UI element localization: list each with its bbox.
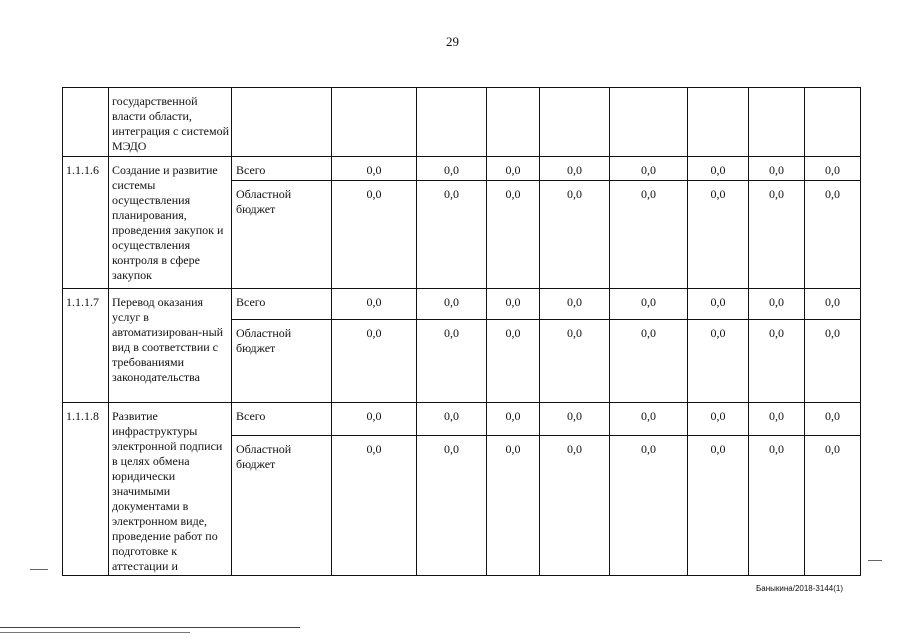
document-footer-code: Баныкина/2018-3144(1) [756,584,843,593]
table-row [63,289,861,320]
value-cell: 0,0 [749,320,805,403]
name-cell: Развитие инфраструктуры электронной подписи в целях обмена юридически значимыми документами в электронном виде, проведение работ по подготовке к аттестации и [109,403,232,576]
value-cell: 0,0 [417,403,487,436]
source-cell: Областной бюджет [232,320,332,403]
source-cell: Всего [232,403,332,436]
value-cell: 0,0 [610,157,688,181]
value-cell: 0,0 [487,403,540,436]
value-cell: 0,0 [540,320,610,403]
name-cell: Создание и развитие системы осуществления планирования, проведения закупок и осуществления контроля в сфере закупок [109,157,232,289]
code-cell: 1.1.1.6 [63,157,109,289]
value-cell: 0,0 [487,320,540,403]
value-cell: 0,0 [540,289,610,320]
code-cell [63,88,109,157]
value-cell: 0,0 [749,403,805,436]
value-cell: 0,0 [805,403,861,436]
scan-mark [868,560,882,561]
value-cell: 0,0 [610,181,688,289]
value-cell: 0,0 [540,157,610,181]
value-cell: 0,0 [417,181,487,289]
value-cell: 0,0 [688,157,749,181]
name-cell: Перевод оказания услуг в автоматизирован-ный вид в соответствии с требованиями законодательства [109,289,232,403]
code-cell: 1.1.1.8 [63,403,109,576]
value-cell: 0,0 [487,436,540,576]
value-cell: 0,0 [332,403,417,436]
value-cell: 0,0 [610,403,688,436]
table-row [63,403,861,436]
value-cell: 0,0 [487,157,540,181]
value-cell: 0,0 [417,157,487,181]
value-cell: 0,0 [487,289,540,320]
value-cell: 0,0 [749,436,805,576]
name-cell: государственной власти области, интеграция с системой МЭДО [109,88,232,157]
value-cell: 0,0 [688,320,749,403]
value-cell: 0,0 [417,289,487,320]
value-cell: 0,0 [487,181,540,289]
value-cell: 0,0 [332,157,417,181]
value-cell: 0,0 [540,181,610,289]
value-cell: 0,0 [688,289,749,320]
value-cell: 0,0 [610,320,688,403]
value-cell: 0,0 [417,320,487,403]
value-cell: 0,0 [417,436,487,576]
table-row [63,157,861,181]
value-cell: 0,0 [332,436,417,576]
page-number: 29 [446,34,459,49]
value-cell: 0,0 [749,157,805,181]
value-cell: 0,0 [540,403,610,436]
scan-mark [30,569,48,570]
budget-table [62,87,861,576]
value-cell: 0,0 [332,181,417,289]
value-cell: 0,0 [332,320,417,403]
bottom-rule [0,632,190,633]
value-cell: 0,0 [610,289,688,320]
source-cell: Всего [232,289,332,320]
bottom-rule [0,627,300,628]
value-cell: 0,0 [688,403,749,436]
source-cell [232,88,332,157]
table-row-continued [63,88,861,157]
value-cell: 0,0 [749,181,805,289]
value-cell: 0,0 [540,436,610,576]
source-cell: Областной бюджет [232,436,332,576]
value-cell: 0,0 [805,289,861,320]
value-cell: 0,0 [688,436,749,576]
source-cell: Всего [232,157,332,181]
code-cell: 1.1.1.7 [63,289,109,403]
value-cell: 0,0 [805,181,861,289]
value-cell: 0,0 [749,289,805,320]
value-cell: 0,0 [610,436,688,576]
value-cell: 0,0 [688,181,749,289]
source-cell: Областной бюджет [232,181,332,289]
value-cell: 0,0 [805,157,861,181]
value-cell: 0,0 [805,320,861,403]
value-cell: 0,0 [805,436,861,576]
value-cell: 0,0 [332,289,417,320]
